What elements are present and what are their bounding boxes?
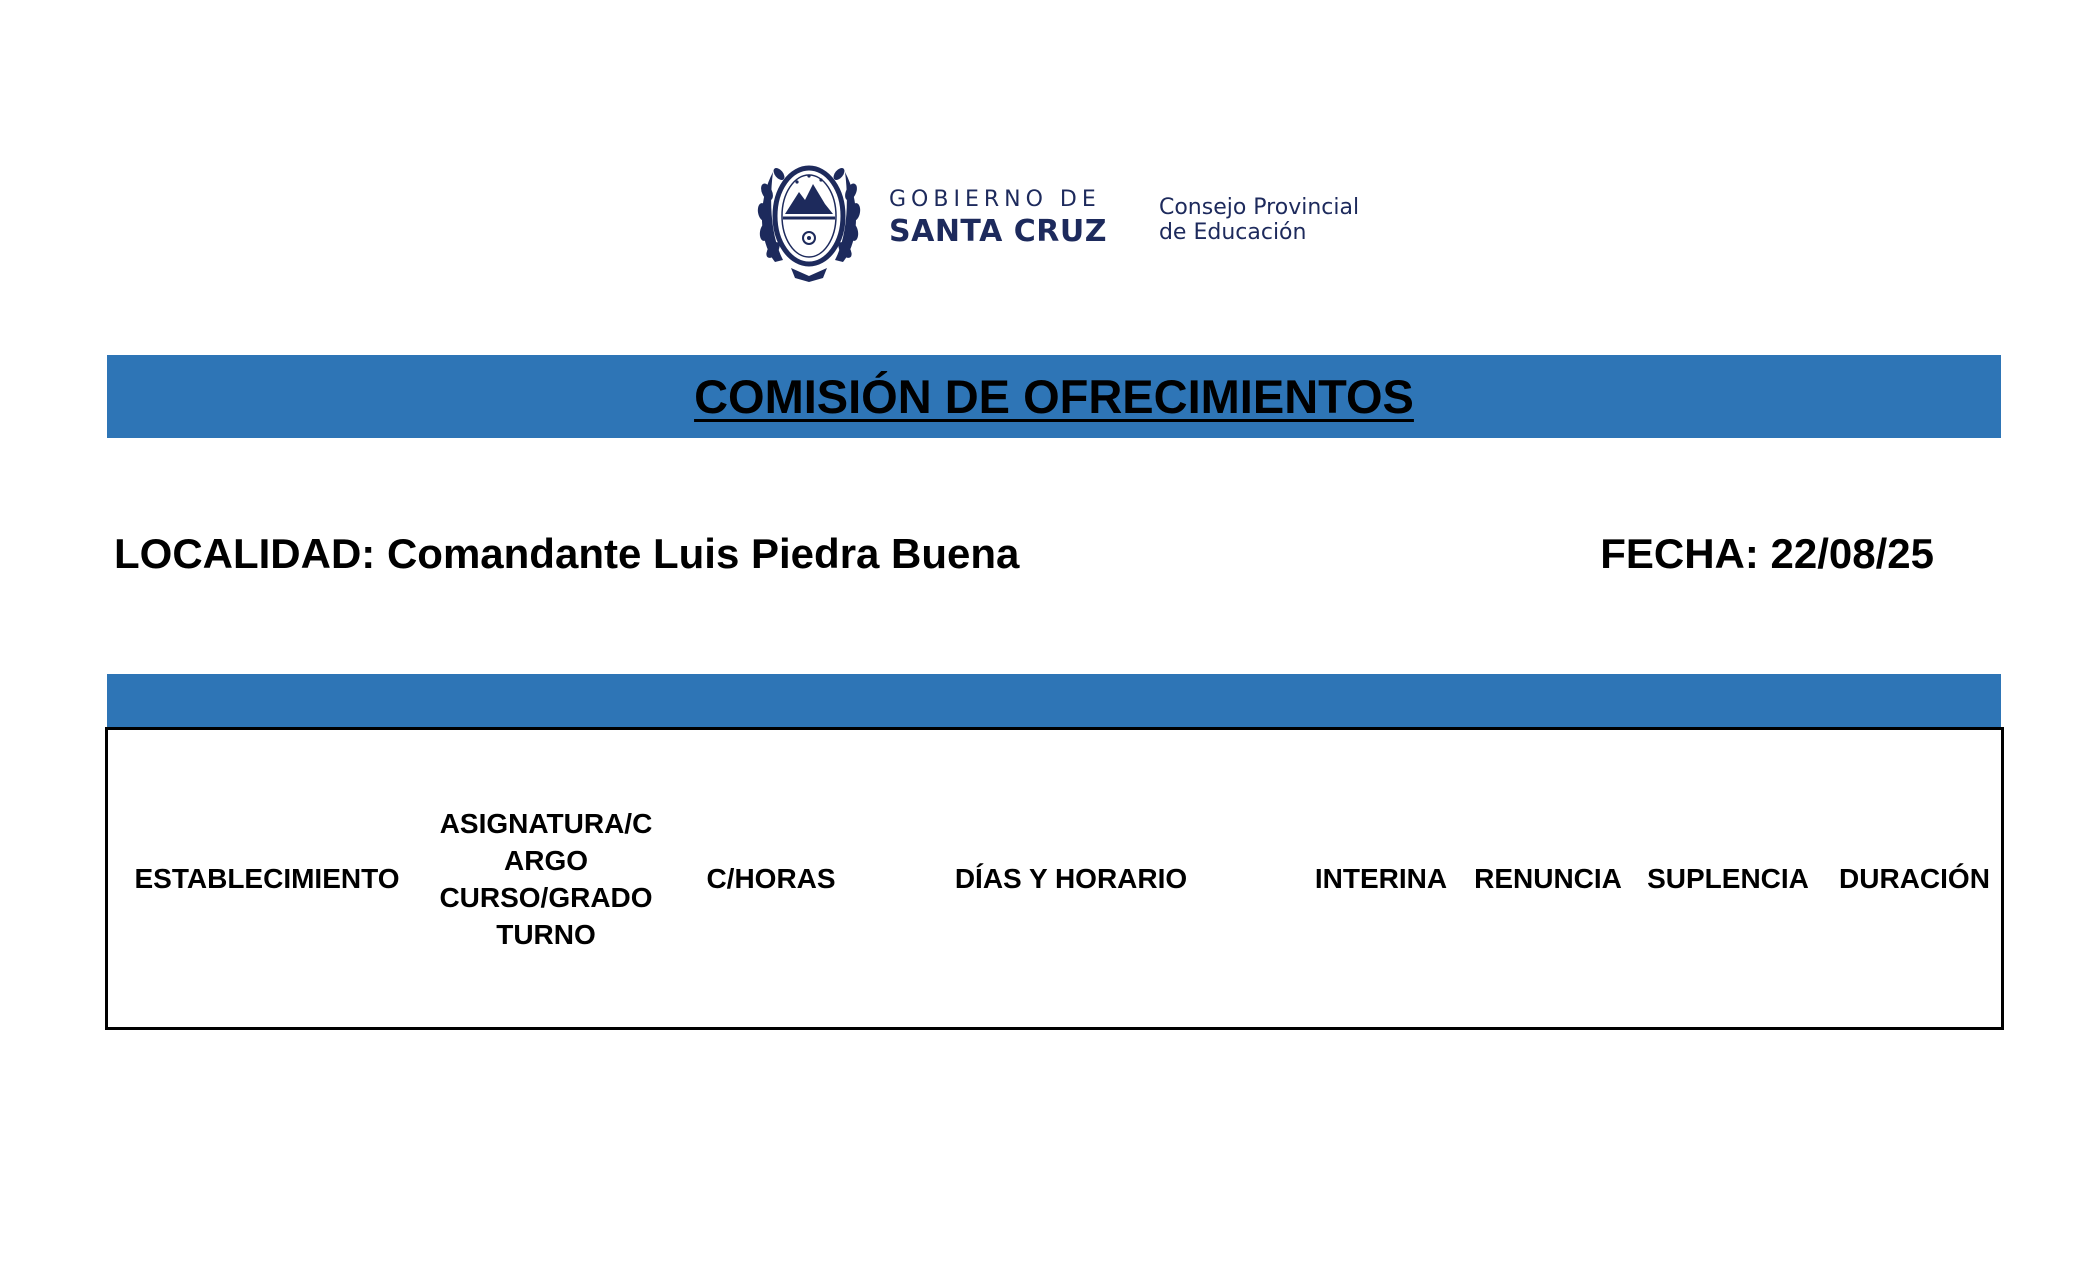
info-row: [114, 530, 1934, 585]
government-name: [889, 186, 1107, 249]
asignatura-line: ARGO: [504, 844, 588, 876]
locality-label: LOCALIDAD: Comandante Luis Piedra Buena: [114, 530, 1020, 577]
column-header-suplencia: SUPLENCIA: [1647, 863, 1809, 894]
column-header-duracion: DURACIÓN: [1839, 863, 1990, 894]
column-header-establecimiento: ESTABLECIMIENTO: [134, 863, 400, 894]
page-title: COMISIÓN DE OFRECIMIENTOS: [694, 370, 1414, 423]
title-band: [107, 355, 2001, 438]
column-header-renuncia: RENUNCIA: [1474, 863, 1622, 894]
council-line-1: Consejo Provincial: [1158, 194, 1360, 220]
column-header-dias-horario: DÍAS Y HORARIO: [954, 863, 1188, 894]
asignatura-line: ASIGNATURA/C: [439, 807, 653, 839]
asignatura-line: TURNO: [496, 918, 596, 950]
offers-table: [105, 727, 2004, 1030]
government-line-2: SANTA CRUZ: [889, 213, 1107, 249]
table-header-band: [107, 674, 2001, 727]
column-header-asignatura: [426, 730, 666, 1027]
asignatura-line: CURSO/GRADO: [439, 881, 653, 913]
column-header-horas: C/HORAS: [706, 863, 836, 894]
coat-of-arms-icon: [755, 152, 863, 284]
government-line-1: GOBIERNO DE: [889, 186, 1101, 212]
council-name: [1159, 195, 1359, 245]
date-label: FECHA: 22/08/25: [1600, 530, 1934, 577]
header-logo: [755, 150, 1359, 285]
council-line-2: de Educación: [1158, 219, 1307, 245]
column-header-interina: INTERINA: [1314, 863, 1448, 894]
